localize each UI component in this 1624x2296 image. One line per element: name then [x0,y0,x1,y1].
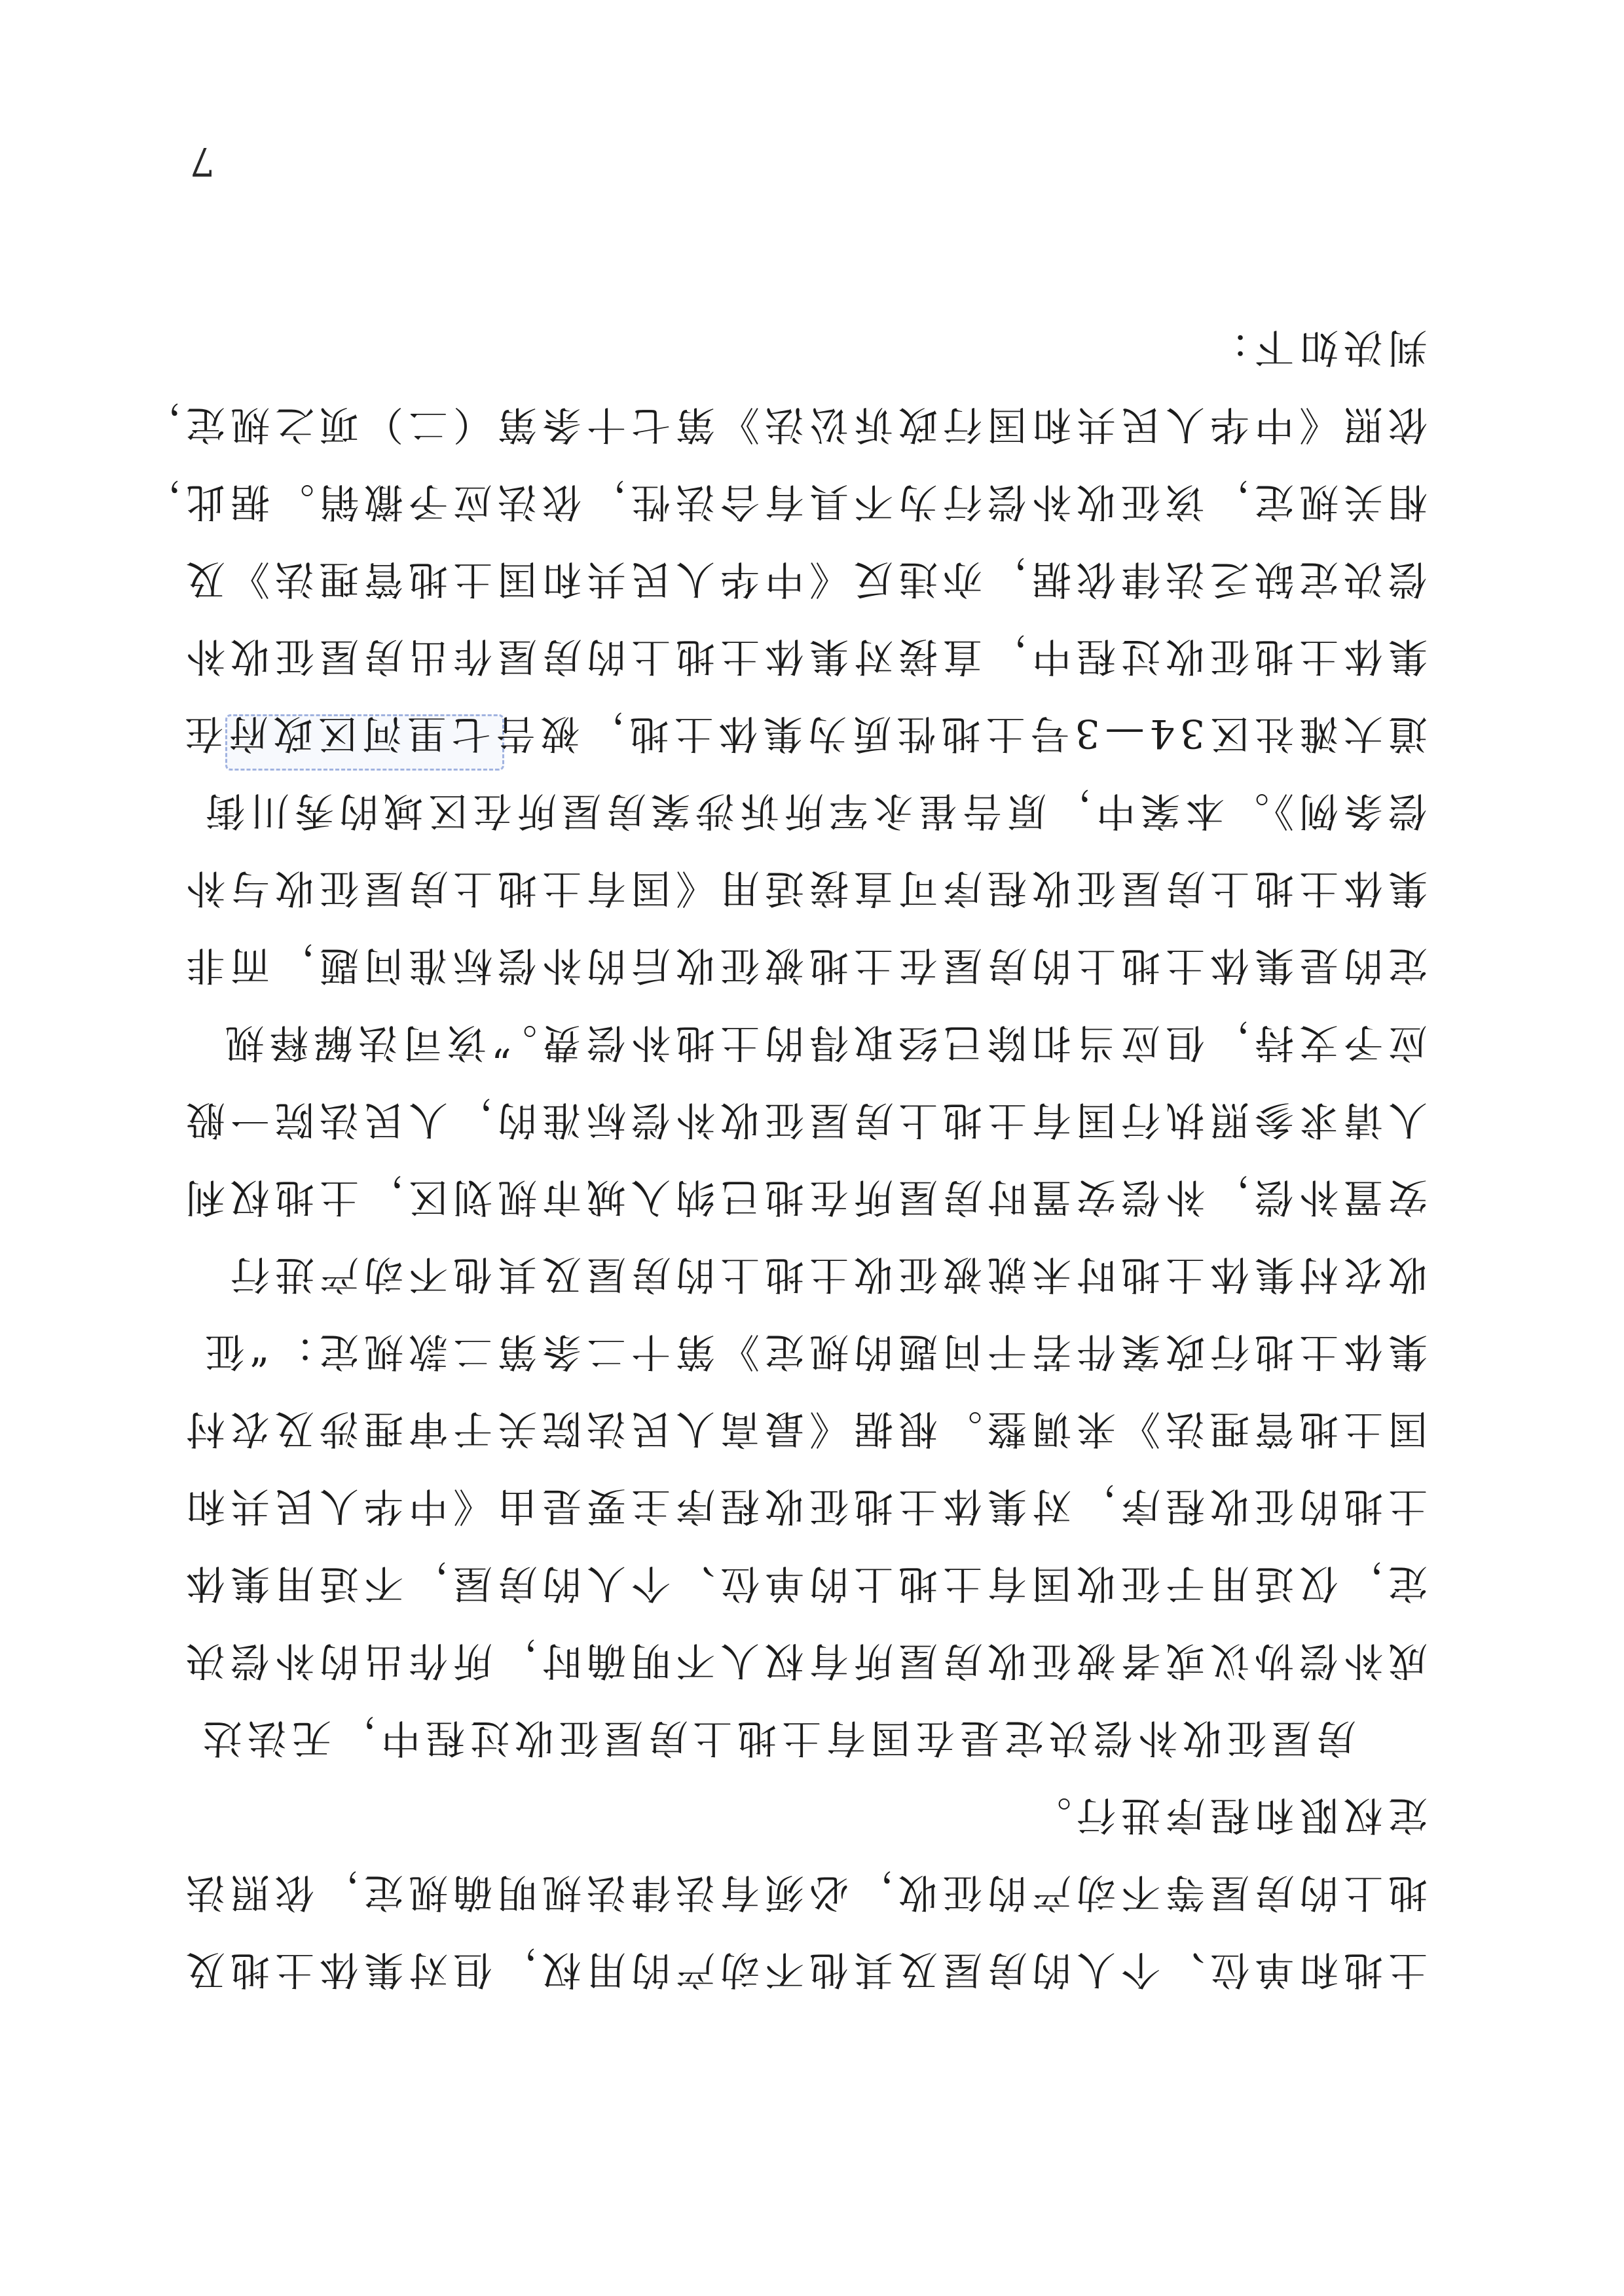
text-line: 国土地管理法》来调整。根据《最高人民法院关于审理涉及农村 [181,1406,1428,1451]
text-line: 偿条例》。本案中，原告崔永军所诉涉案房屋所在区域的秀川街 [200,788,1428,833]
text-line: 相关规定，该征收补偿行为不具有合法性，依法应予撤销。据此， [136,479,1428,524]
text-line: 偿决定缺乏法律依据，亦违反《中华人民共和国土地管理法》及 [181,556,1428,602]
text-line: 集体土地行政案件若干问题的规定》第十二条第二款规定：“征 [200,1328,1428,1374]
text-line: 应予支持，但应当扣除已经取得的土地补偿费。”该司法解释规 [219,1019,1428,1065]
text-line: 判决如下： [1205,324,1428,370]
text-line: 集体土地征收过程中，直接对集体土地上的房屋作出房屋征收补 [181,633,1428,679]
text-line: 依照《中华人民共和国行政诉讼法》第七十条第（二）项之规定， [136,401,1428,447]
text-line: 成补偿协议或者被征收房屋所有权人不明确时，所作出的补偿决 [181,1637,1428,1683]
text-line: 定权限和程序进行。 [1027,1792,1428,1838]
text-line: 人请求参照执行国有土地上房屋征收补偿标准的，人民法院一般 [181,1097,1428,1142]
text-line: 道大滩社区34—3号土地性质为集体土地，被告七里河区政府在 [179,710,1428,756]
text-line: 定的是集体土地上的房屋在土地被征收后的补偿标准问题，而非 [181,942,1428,988]
text-line: 安置补偿，补偿安置时房屋所在地已纳入城市规划区，土地权利 [181,1174,1428,1220]
text-line: 土地的征收程序，对集体土地征收程序主要是由《中华人民共和 [181,1483,1428,1529]
text-line: 土地和单位、个人的房屋及其他不动产的用权，但对集体土地及 [181,1946,1428,1992]
text-line: 集体土地上房屋征收程序可直接适用《国有土地上房屋征收与补 [181,865,1428,911]
body-text [118,308,1428,2008]
text-line: 地上的房屋等不动产的征收，必须有法律法规明确规定，依照法 [181,1869,1428,1915]
text-line: 收农村集体土地时未就被征收土地上的房屋及其他不动产进行 [225,1251,1428,1297]
page-number: 7 [189,138,215,184]
text-line: 定，仅适用于征收国有土地上的单位、个人的房屋，不适用集体 [181,1560,1428,1606]
text-line: 房屋征收补偿决定是在国有土地上房屋征收过程中，无法达 [198,1715,1356,1760]
